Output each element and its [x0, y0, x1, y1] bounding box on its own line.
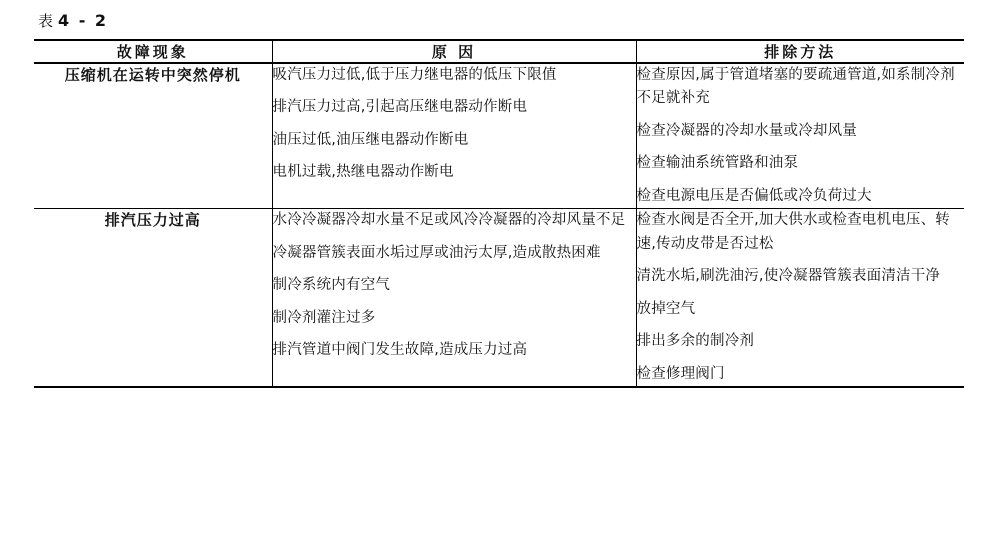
cause-item: 制冷系统内有空气 [272, 277, 391, 294]
remedy-item: 检查输油系统管路和油泵 [636, 155, 799, 172]
cell-cause [272, 209, 636, 387]
remedy-item: 检查冷凝器的冷却水量或冷却风量 [636, 122, 857, 139]
caption-label: 表 [38, 12, 55, 30]
table-header [34, 40, 964, 63]
cause-item: 水冷冷凝器冷却水量不足或风冷冷凝器的冷却风量不足 [272, 212, 626, 229]
cell-remedy [636, 63, 964, 209]
table-row [34, 63, 964, 209]
table-header-row [34, 40, 964, 63]
cell-remedy [636, 209, 964, 387]
cell-cause [272, 63, 636, 209]
cell-symptom: 压缩机在运转中突然停机 [34, 63, 272, 209]
remedy-item: 检查原因,属于管道堵塞的要疏通管道,如系制冷剂不足就补充 [636, 67, 955, 107]
remedy-item: 检查修理阀门 [636, 365, 725, 382]
table-row [34, 209, 964, 387]
column-header-cause: 原 因 [272, 40, 636, 63]
column-header-remedy: 排除方法 [636, 40, 964, 63]
table-caption [38, 10, 967, 31]
remedy-item: 检查水阀是否全开,加大供水或检查电机电压、转速,传动皮带是否过松 [636, 212, 951, 252]
cause-item: 冷凝器管簇表面水垢过厚或油污太厚,造成散热困难 [272, 244, 601, 261]
caption-number: 4 - 2 [58, 11, 109, 30]
remedy-item: 放掉空气 [636, 300, 696, 317]
remedy-item: 清洗水垢,刷洗油污,使冷凝器管簇表面清洁干净 [636, 268, 941, 285]
column-header-symptom: 故障现象 [34, 40, 272, 63]
remedy-item: 排出多余的制冷剂 [636, 333, 755, 350]
cause-item: 排汽压力过高,引起高压继电器动作断电 [272, 99, 528, 116]
cause-item: 制冷剂灌注过多 [272, 309, 376, 326]
cause-item: 吸汽压力过低,低于压力继电器的低压下限值 [272, 67, 557, 83]
table-body [34, 63, 964, 387]
fault-troubleshooting-table [34, 39, 964, 388]
cause-item: 油压过低,油压继电器动作断电 [272, 131, 469, 148]
cell-symptom: 排汽压力过高 [34, 209, 272, 387]
remedy-item: 检查电源电压是否偏低或冷负荷过大 [636, 187, 872, 204]
cause-item: 电机过载,热继电器动作断电 [272, 164, 454, 181]
cause-item: 排汽管道中阀门发生故障,造成压力过高 [272, 342, 528, 359]
